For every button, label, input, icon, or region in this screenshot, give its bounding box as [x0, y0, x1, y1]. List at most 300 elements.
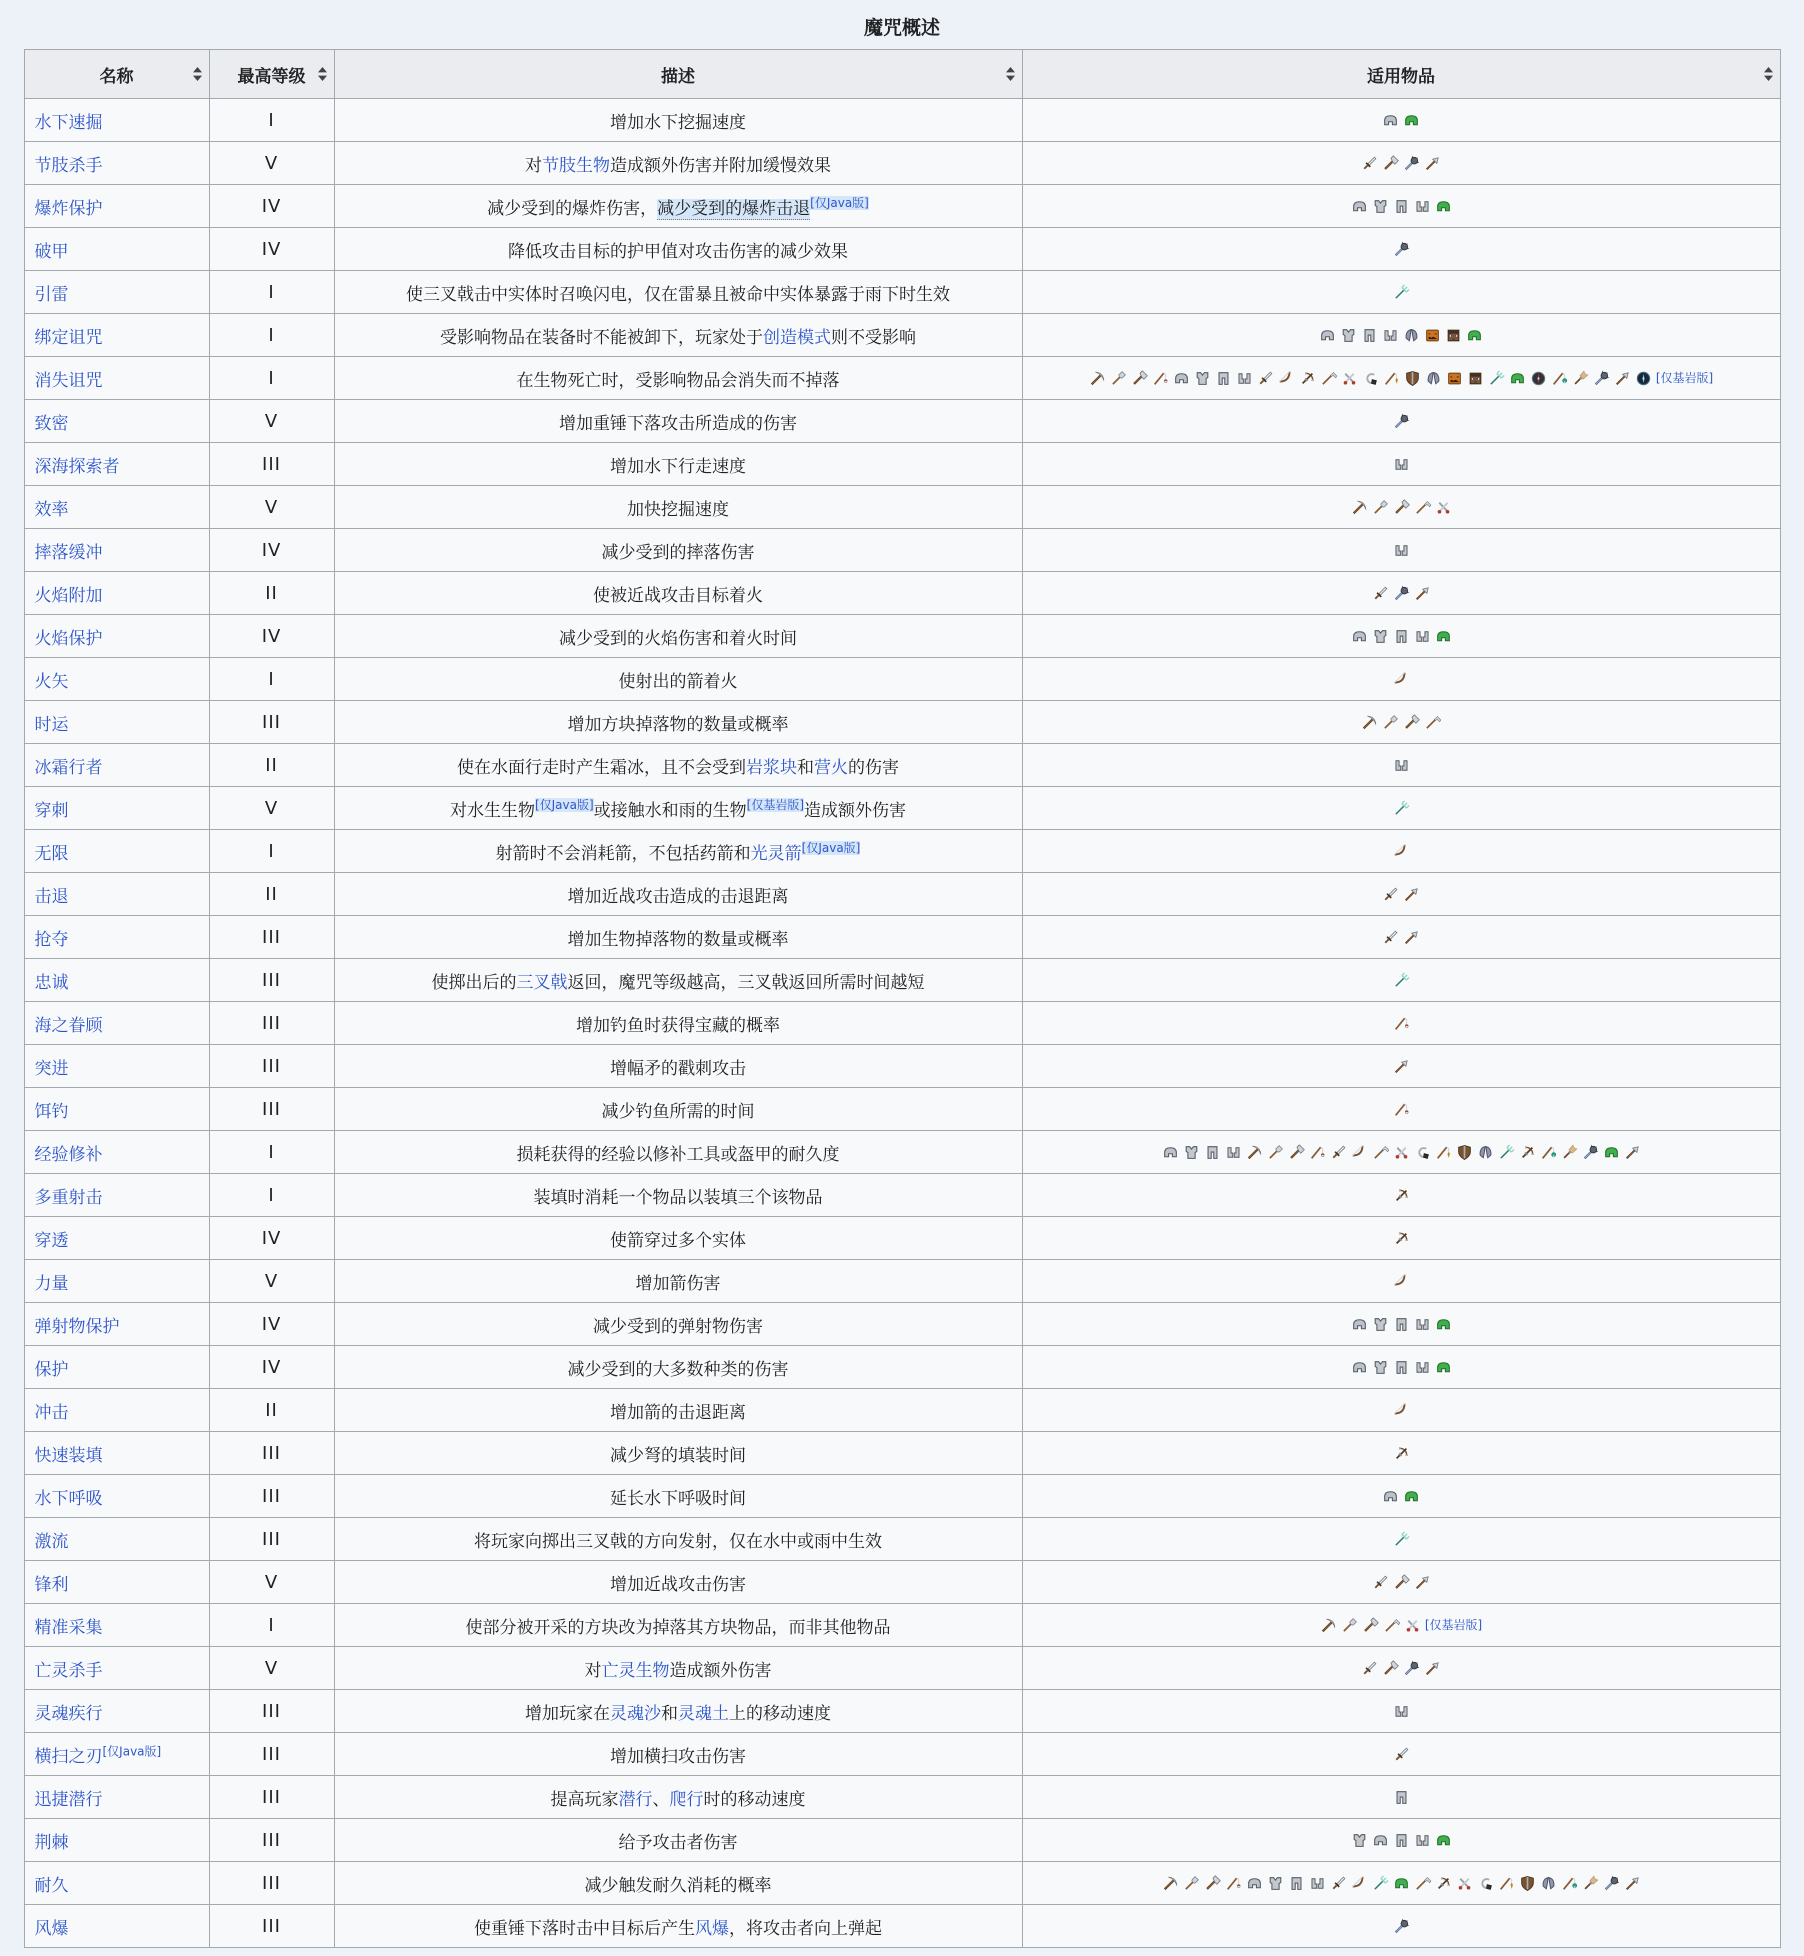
- enchantment-name-cell: [24, 1217, 209, 1260]
- hoe-icon[interactable]: [1414, 1875, 1431, 1892]
- description-text: 延长水下呼吸时间: [610, 1488, 746, 1509]
- table-row: [24, 1647, 1780, 1690]
- crossbow-icon[interactable]: [1393, 1187, 1410, 1204]
- enchantment-link[interactable]: 无限: [34, 843, 69, 864]
- enchantment-name-cell: [24, 1389, 209, 1432]
- item-icon-list: [1031, 1488, 1772, 1505]
- description-cell: [334, 1303, 1022, 1346]
- axe-icon[interactable]: [1288, 1144, 1305, 1161]
- helmet-icon[interactable]: [1382, 112, 1399, 129]
- enchantment-link[interactable]: 绑定诅咒: [34, 327, 103, 348]
- sort-icon[interactable]: [1006, 67, 1015, 81]
- description-text: 增加箭伤害: [635, 1273, 721, 1294]
- helmet-icon[interactable]: [1351, 1359, 1368, 1376]
- applicable-items-cell: [1022, 572, 1780, 615]
- crossbow-icon[interactable]: [1299, 370, 1316, 387]
- chestplate-icon[interactable]: [1351, 1832, 1368, 1849]
- head-icon[interactable]: [1467, 370, 1484, 387]
- shears-icon[interactable]: [1435, 499, 1452, 516]
- trident-icon[interactable]: [1488, 370, 1505, 387]
- helmet-icon[interactable]: [1372, 1832, 1389, 1849]
- boots-icon[interactable]: [1414, 628, 1431, 645]
- description-link[interactable]: 亡灵生物: [601, 1660, 670, 1681]
- trident-icon[interactable]: [1393, 800, 1410, 817]
- sort-icon[interactable]: [1764, 67, 1773, 81]
- sword-icon[interactable]: [1257, 370, 1274, 387]
- item-icon-list: [1031, 1187, 1772, 1204]
- axe-icon[interactable]: [1393, 1574, 1410, 1591]
- table-row: [24, 1045, 1780, 1088]
- table-row: [24, 1733, 1780, 1776]
- version-tag-link[interactable]: [仅Java版]: [534, 797, 594, 812]
- spear-icon[interactable]: [1403, 886, 1420, 903]
- mace-icon[interactable]: [1582, 1144, 1599, 1161]
- description-text: 增加横扫攻击伤害: [610, 1746, 746, 1767]
- version-tag-link[interactable]: [仅Java版]: [801, 840, 861, 855]
- spear-icon[interactable]: [1624, 1875, 1641, 1892]
- applicable-items-cell: [1022, 1131, 1780, 1174]
- enchantment-link[interactable]: 穿刺: [34, 800, 69, 821]
- leggings-icon[interactable]: [1393, 1316, 1410, 1333]
- version-tag-link[interactable]: [仅Java版]: [102, 1743, 162, 1758]
- leggings-icon[interactable]: [1204, 1144, 1221, 1161]
- shovel-icon[interactable]: [1382, 714, 1399, 731]
- enchantment-link[interactable]: 抢夺: [34, 929, 69, 950]
- boots-icon[interactable]: [1393, 757, 1410, 774]
- warped-stick-icon[interactable]: [1561, 1875, 1578, 1892]
- leggings-icon[interactable]: [1393, 628, 1410, 645]
- shears-icon[interactable]: [1341, 370, 1358, 387]
- description-text: 减少弩的填装时间: [610, 1445, 746, 1466]
- enchantment-link[interactable]: 节肢杀手: [34, 155, 103, 176]
- item-icon-list: [1031, 671, 1772, 688]
- turtle-shell-icon[interactable]: [1435, 628, 1452, 645]
- brush-icon[interactable]: [1572, 370, 1589, 387]
- enchantment-link[interactable]: 破甲: [34, 241, 69, 262]
- turtle-shell-icon[interactable]: [1603, 1144, 1620, 1161]
- sword-icon[interactable]: [1382, 929, 1399, 946]
- trident-icon[interactable]: [1393, 284, 1410, 301]
- enchantment-link[interactable]: 火焰保护: [34, 628, 103, 649]
- item-icon-list: [1031, 1316, 1772, 1333]
- spear-icon[interactable]: [1393, 1058, 1410, 1075]
- pickaxe-icon[interactable]: [1361, 714, 1378, 731]
- applicable-items-cell: [1022, 99, 1780, 142]
- flint-steel-icon[interactable]: [1477, 1875, 1494, 1892]
- item-icon-list: [1031, 585, 1772, 602]
- max-level-cell: III: [209, 916, 334, 959]
- enchantment-link[interactable]: 冲击: [34, 1402, 69, 1423]
- helmet-icon[interactable]: [1162, 1144, 1179, 1161]
- bow-icon[interactable]: [1351, 1144, 1368, 1161]
- axe-icon[interactable]: [1131, 370, 1148, 387]
- enchantment-link[interactable]: 突进: [34, 1058, 69, 1079]
- warped-stick-icon[interactable]: [1540, 1144, 1557, 1161]
- item-icon-list: [1031, 1832, 1772, 1849]
- hoe-icon[interactable]: [1372, 1144, 1389, 1161]
- description-text: 装填时消耗一个物品以装填三个该物品: [533, 1187, 823, 1208]
- column-header-name[interactable]: [24, 50, 209, 99]
- description-text: 返回，魔咒等级越高，三叉戟返回所需时间越短: [567, 972, 925, 993]
- column-header-max-level[interactable]: [209, 50, 334, 99]
- chestplate-icon[interactable]: [1340, 327, 1357, 344]
- max-level-cell: IV: [209, 185, 334, 228]
- enchantment-link[interactable]: 多重射击: [34, 1187, 103, 1208]
- enchantment-link[interactable]: 火矢: [34, 671, 69, 692]
- axe-icon[interactable]: [1382, 155, 1399, 172]
- description-text: 降低攻击目标的护甲值对攻击伤害的减少效果: [508, 241, 848, 262]
- enchantment-link[interactable]: 致密: [34, 413, 69, 434]
- crossbow-icon[interactable]: [1393, 1230, 1410, 1247]
- leggings-icon[interactable]: [1393, 1789, 1410, 1806]
- enchantment-name-cell: [24, 744, 209, 787]
- table-row: [24, 400, 1780, 443]
- description-cell: [334, 1346, 1022, 1389]
- description-text: 提高玩家: [550, 1789, 619, 1810]
- enchantment-link[interactable]: 锋利: [34, 1574, 69, 1595]
- hoe-icon[interactable]: [1424, 714, 1441, 731]
- description-cell: [334, 701, 1022, 744]
- applicable-items-cell: [1022, 1819, 1780, 1862]
- max-level-cell: III: [209, 1819, 334, 1862]
- enchantment-link[interactable]: 荆棘: [34, 1832, 69, 1853]
- fishing-rod-icon[interactable]: [1393, 1101, 1410, 1118]
- enchantment-link[interactable]: 快速装填: [34, 1445, 103, 1466]
- trident-icon[interactable]: [1393, 972, 1410, 989]
- carrot-stick-icon[interactable]: [1383, 370, 1400, 387]
- enchantment-link[interactable]: 时运: [34, 714, 69, 735]
- spear-icon[interactable]: [1424, 155, 1441, 172]
- chestplate-icon[interactable]: [1194, 370, 1211, 387]
- mace-icon[interactable]: [1393, 413, 1410, 430]
- hoe-icon[interactable]: [1320, 370, 1337, 387]
- enchantment-link[interactable]: 饵钓: [34, 1101, 69, 1122]
- applicable-items-cell: [1022, 1303, 1780, 1346]
- header-row: [24, 50, 1780, 99]
- spear-icon[interactable]: [1624, 1144, 1641, 1161]
- pickaxe-icon[interactable]: [1089, 370, 1106, 387]
- boots-icon[interactable]: [1393, 542, 1410, 559]
- sword-icon[interactable]: [1372, 585, 1389, 602]
- sword-icon[interactable]: [1361, 155, 1378, 172]
- turtle-shell-icon[interactable]: [1435, 1359, 1452, 1376]
- elytra-icon[interactable]: [1540, 1875, 1557, 1892]
- enchantment-link[interactable]: 深海探索者: [34, 456, 120, 477]
- bow-icon[interactable]: [1278, 370, 1295, 387]
- enchantment-link[interactable]: 亡灵杀手: [34, 1660, 103, 1681]
- description-text: 减少受到的弹射物伤害: [593, 1316, 763, 1337]
- axe-icon[interactable]: [1204, 1875, 1221, 1892]
- description-text: 或接触水和雨的生物: [593, 800, 747, 821]
- enchantment-name-cell: [24, 1862, 209, 1905]
- helmet-icon[interactable]: [1246, 1875, 1263, 1892]
- enchantment-link[interactable]: 横扫之刃: [34, 1746, 103, 1767]
- item-icon-list: [1031, 112, 1772, 129]
- elytra-icon[interactable]: [1425, 370, 1442, 387]
- enchantment-link[interactable]: 效率: [34, 499, 69, 520]
- crossbow-icon[interactable]: [1393, 1445, 1410, 1462]
- enchantment-link[interactable]: 摔落缓冲: [34, 542, 103, 563]
- description-link[interactable]: 灵魂土: [678, 1703, 729, 1724]
- pickaxe-icon[interactable]: [1246, 1144, 1263, 1161]
- enchantment-name-cell: [24, 1260, 209, 1303]
- crossbow-icon[interactable]: [1435, 1875, 1452, 1892]
- description-text: 造成额外伤害并附加缓慢效果: [610, 155, 831, 176]
- helmet-icon[interactable]: [1319, 327, 1336, 344]
- boots-icon[interactable]: [1414, 1832, 1431, 1849]
- enchantment-link[interactable]: 精准采集: [34, 1617, 103, 1638]
- version-tag-link[interactable]: [仅基岩版]: [746, 797, 805, 812]
- chestplate-icon[interactable]: [1267, 1875, 1284, 1892]
- bow-icon[interactable]: [1393, 843, 1410, 860]
- enchantment-link[interactable]: 火焰附加: [34, 585, 103, 606]
- chestplate-icon[interactable]: [1372, 1359, 1389, 1376]
- max-level-cell: I: [209, 1131, 334, 1174]
- sword-icon[interactable]: [1372, 1574, 1389, 1591]
- item-icon-list: [1031, 714, 1772, 731]
- trident-icon[interactable]: [1393, 1531, 1410, 1548]
- mace-icon[interactable]: [1393, 1918, 1410, 1935]
- shovel-icon[interactable]: [1267, 1144, 1284, 1161]
- turtle-shell-icon[interactable]: [1435, 1832, 1452, 1849]
- axe-icon[interactable]: [1393, 499, 1410, 516]
- mace-icon[interactable]: [1603, 1875, 1620, 1892]
- description-link[interactable]: 岩浆块: [746, 757, 797, 778]
- helmet-icon[interactable]: [1351, 1316, 1368, 1333]
- shovel-icon[interactable]: [1183, 1875, 1200, 1892]
- shears-icon[interactable]: [1404, 1617, 1421, 1634]
- applicable-items-cell: [1022, 916, 1780, 959]
- helmet-icon[interactable]: [1382, 1488, 1399, 1505]
- fishing-rod-icon[interactable]: [1225, 1875, 1242, 1892]
- description-cell: [334, 1217, 1022, 1260]
- leggings-icon[interactable]: [1215, 370, 1232, 387]
- column-header-description[interactable]: [334, 50, 1022, 99]
- description-link[interactable]: 爬行: [669, 1789, 704, 1810]
- applicable-items-cell: [1022, 1346, 1780, 1389]
- column-header-label: 最高等级: [237, 66, 306, 87]
- mace-icon[interactable]: [1403, 1660, 1420, 1677]
- item-icon-list: [1031, 1875, 1772, 1892]
- shield-icon[interactable]: [1404, 370, 1421, 387]
- pickaxe-icon[interactable]: [1320, 1617, 1337, 1634]
- boots-icon[interactable]: [1393, 1703, 1410, 1720]
- sort-icon[interactable]: [193, 67, 202, 81]
- boots-icon[interactable]: [1236, 370, 1253, 387]
- mace-icon[interactable]: [1393, 585, 1410, 602]
- table-row: [24, 314, 1780, 357]
- enchantment-link[interactable]: 消失诅咒: [34, 370, 103, 391]
- enchantment-link[interactable]: 海之眷顾: [34, 1015, 103, 1036]
- shears-icon[interactable]: [1456, 1875, 1473, 1892]
- boots-icon[interactable]: [1414, 1359, 1431, 1376]
- spear-icon[interactable]: [1403, 929, 1420, 946]
- column-header-applicable-items[interactable]: [1022, 50, 1780, 99]
- spear-icon[interactable]: [1414, 1574, 1431, 1591]
- fishing-rod-icon[interactable]: [1152, 370, 1169, 387]
- turtle-shell-icon[interactable]: [1435, 1316, 1452, 1333]
- enchantment-name-cell: [24, 1776, 209, 1819]
- turtle-shell-icon[interactable]: [1403, 112, 1420, 129]
- enchantment-link[interactable]: 灵魂疾行: [34, 1703, 103, 1724]
- sword-icon[interactable]: [1361, 1660, 1378, 1677]
- leggings-icon[interactable]: [1288, 1875, 1305, 1892]
- boots-icon[interactable]: [1414, 1316, 1431, 1333]
- sword-icon[interactable]: [1382, 886, 1399, 903]
- enchantment-link[interactable]: 爆炸保护: [34, 198, 103, 219]
- turtle-shell-icon[interactable]: [1403, 1488, 1420, 1505]
- boots-icon[interactable]: [1382, 327, 1399, 344]
- carrot-stick-icon[interactable]: [1435, 1144, 1452, 1161]
- helmet-icon[interactable]: [1351, 628, 1368, 645]
- chestplate-icon[interactable]: [1372, 628, 1389, 645]
- spear-icon[interactable]: [1414, 585, 1431, 602]
- description-link[interactable]: 节肢生物: [542, 155, 610, 176]
- mace-icon[interactable]: [1393, 241, 1410, 258]
- trident-icon[interactable]: [1498, 1144, 1515, 1161]
- enchantment-link[interactable]: 水下速掘: [34, 112, 103, 133]
- description-link[interactable]: 风爆: [695, 1918, 729, 1939]
- shovel-icon[interactable]: [1110, 370, 1127, 387]
- turtle-shell-icon[interactable]: [1393, 1875, 1410, 1892]
- table-row: [24, 357, 1780, 400]
- item-icon-list: [1031, 1230, 1772, 1247]
- boots-icon[interactable]: [1393, 456, 1410, 473]
- pickaxe-icon[interactable]: [1162, 1875, 1179, 1892]
- description-link[interactable]: 创造模式: [763, 327, 831, 348]
- chestplate-icon[interactable]: [1372, 198, 1389, 215]
- flint-steel-icon[interactable]: [1414, 1144, 1431, 1161]
- max-level-cell: V: [209, 787, 334, 830]
- enchantment-link[interactable]: 风爆: [34, 1918, 69, 1939]
- boots-icon[interactable]: [1309, 1875, 1326, 1892]
- enchantment-link[interactable]: 击退: [34, 886, 69, 907]
- enchantment-link[interactable]: 耐久: [34, 1875, 69, 1896]
- applicable-items-cell: [1022, 701, 1780, 744]
- sort-icon[interactable]: [318, 67, 327, 81]
- head-icon[interactable]: [1445, 327, 1462, 344]
- pumpkin-icon[interactable]: [1424, 327, 1441, 344]
- description-cell: [334, 1690, 1022, 1733]
- description-link[interactable]: 营火: [814, 757, 848, 778]
- description-cell: [334, 1088, 1022, 1131]
- turtle-shell-icon[interactable]: [1509, 370, 1526, 387]
- pumpkin-icon[interactable]: [1446, 370, 1463, 387]
- elytra-icon[interactable]: [1477, 1144, 1494, 1161]
- bow-icon[interactable]: [1351, 1875, 1368, 1892]
- version-tag-link[interactable]: [仅Java版]: [810, 195, 869, 210]
- recovery-compass-icon[interactable]: [1635, 370, 1652, 387]
- helmet-icon[interactable]: [1351, 198, 1368, 215]
- description-link[interactable]: 光灵箭: [750, 843, 802, 864]
- trident-icon[interactable]: [1372, 1875, 1389, 1892]
- carrot-stick-icon[interactable]: [1498, 1875, 1515, 1892]
- enchantment-link[interactable]: 弹射物保护: [34, 1316, 120, 1337]
- shears-icon[interactable]: [1393, 1144, 1410, 1161]
- enchantment-link[interactable]: 忠诚: [34, 972, 69, 993]
- description-cell: [334, 400, 1022, 443]
- description-link[interactable]: 潜行: [618, 1789, 653, 1810]
- enchantment-link[interactable]: 保护: [34, 1359, 69, 1380]
- description-link[interactable]: 三叉戟: [516, 972, 568, 993]
- turtle-shell-icon[interactable]: [1466, 327, 1483, 344]
- chestplate-icon[interactable]: [1183, 1144, 1200, 1161]
- leggings-icon[interactable]: [1393, 1832, 1410, 1849]
- enchantment-name-cell: [24, 1303, 209, 1346]
- shovel-icon[interactable]: [1372, 499, 1389, 516]
- description-link[interactable]: 灵魂沙: [610, 1703, 661, 1724]
- applicable-items-cell: [1022, 142, 1780, 185]
- enchantment-link[interactable]: 迅捷潜行: [34, 1789, 103, 1810]
- crossbow-icon[interactable]: [1519, 1144, 1536, 1161]
- flint-steel-icon[interactable]: [1362, 370, 1379, 387]
- enchantment-name-cell: [24, 959, 209, 1002]
- enchantment-link[interactable]: 穿透: [34, 1230, 69, 1251]
- boots-icon[interactable]: [1225, 1144, 1242, 1161]
- bow-icon[interactable]: [1393, 1273, 1410, 1290]
- brush-icon[interactable]: [1561, 1144, 1578, 1161]
- enchantment-link[interactable]: 激流: [34, 1531, 69, 1552]
- bow-icon[interactable]: [1393, 1402, 1410, 1419]
- elytra-icon[interactable]: [1403, 327, 1420, 344]
- sword-icon[interactable]: [1330, 1144, 1347, 1161]
- fishing-rod-icon[interactable]: [1309, 1144, 1326, 1161]
- enchantment-name-cell: [24, 271, 209, 314]
- enchantment-link[interactable]: 经验修补: [34, 1144, 103, 1165]
- mace-icon[interactable]: [1593, 370, 1610, 387]
- applicable-items-cell: [1022, 1905, 1780, 1948]
- description-text: 减少受到的大多数种类的伤害: [567, 1359, 789, 1380]
- spear-icon[interactable]: [1614, 370, 1631, 387]
- spear-icon[interactable]: [1424, 1660, 1441, 1677]
- leggings-icon[interactable]: [1393, 1359, 1410, 1376]
- axe-icon[interactable]: [1382, 1660, 1399, 1677]
- enchantment-link[interactable]: 力量: [34, 1273, 69, 1294]
- applicable-items-cell: [1022, 615, 1780, 658]
- shield-icon[interactable]: [1519, 1875, 1536, 1892]
- brush-icon[interactable]: [1582, 1875, 1599, 1892]
- hoe-icon[interactable]: [1383, 1617, 1400, 1634]
- max-level-cell: I: [209, 271, 334, 314]
- boots-icon[interactable]: [1414, 198, 1431, 215]
- shovel-icon[interactable]: [1341, 1617, 1358, 1634]
- hoe-icon[interactable]: [1414, 499, 1431, 516]
- enchantment-link[interactable]: 引雷: [34, 284, 69, 305]
- mace-icon[interactable]: [1403, 155, 1420, 172]
- sword-icon[interactable]: [1393, 1746, 1410, 1763]
- axe-icon[interactable]: [1362, 1617, 1379, 1634]
- item-icon-list: [1031, 800, 1772, 817]
- turtle-shell-icon[interactable]: [1435, 198, 1452, 215]
- pickaxe-icon[interactable]: [1351, 499, 1368, 516]
- leggings-icon[interactable]: [1361, 327, 1378, 344]
- item-icon-list: [仅基岩版]: [1031, 1617, 1772, 1634]
- fishing-rod-icon[interactable]: [1393, 1015, 1410, 1032]
- enchantment-link[interactable]: 水下呼吸: [34, 1488, 103, 1509]
- shield-icon[interactable]: [1456, 1144, 1473, 1161]
- enchantment-link[interactable]: 冰霜行者: [34, 757, 103, 778]
- helmet-icon[interactable]: [1173, 370, 1190, 387]
- chestplate-icon[interactable]: [1372, 1316, 1389, 1333]
- axe-icon[interactable]: [1403, 714, 1420, 731]
- sword-icon[interactable]: [1330, 1875, 1347, 1892]
- applicable-items-cell: [1022, 1862, 1780, 1905]
- description-cell: [334, 1776, 1022, 1819]
- compass-icon[interactable]: [1530, 370, 1547, 387]
- bow-icon[interactable]: [1393, 671, 1410, 688]
- warped-stick-icon[interactable]: [1551, 370, 1568, 387]
- leggings-icon[interactable]: [1393, 198, 1410, 215]
